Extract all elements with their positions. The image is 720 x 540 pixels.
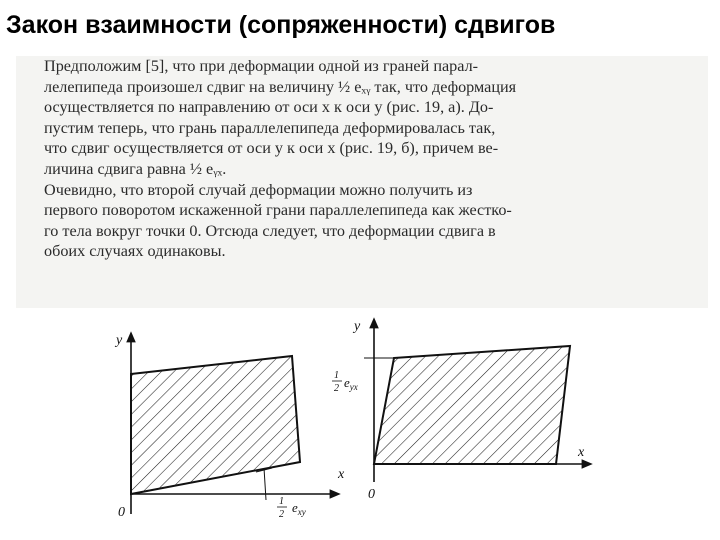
text-line: личина сдвига равна ½ eᵧₓ. xyxy=(44,159,227,178)
scanned-text xyxy=(16,56,708,308)
text-line: пустим теперь, что грань параллелепипеда деформировалась так, xyxy=(44,118,496,137)
fraction-denominator: 2 xyxy=(279,509,284,520)
y-axis-label: y xyxy=(354,319,361,334)
text-line: Очевидно, что второй случай деформации можно получить из xyxy=(44,180,473,199)
text-line: обоих случаях одинаковы. xyxy=(44,242,226,261)
text-line: Предположим [5], что при деформации одной из граней парал- xyxy=(44,57,479,75)
fraction-numerator: 1 xyxy=(279,496,284,507)
sheared-face xyxy=(374,346,570,464)
x-axis-label: x xyxy=(338,467,345,482)
sheared-face xyxy=(131,356,300,494)
figure-b-shear-diagram xyxy=(334,314,600,540)
text-line: осуществляется по направлению от оси x к оси y (рис. 19, а). До- xyxy=(44,98,494,117)
text-line: го тела вокруг точки 0. Отсюда следует, что деформации сдвига в xyxy=(44,221,496,240)
text-line: лелепипеда произошел сдвиг на величину ½ eₓᵧ так, что деформация xyxy=(44,77,517,96)
figure-a-shear-diagram xyxy=(104,314,364,540)
x-axis-label: x xyxy=(578,445,585,460)
y-axis-label: y xyxy=(116,333,123,348)
origin-label: 0 xyxy=(368,487,375,502)
text-line: что сдвиг осуществляется от оси y к оси x (рис. 19, б), причем ве- xyxy=(44,139,499,158)
shear-dimension-line xyxy=(264,468,266,500)
text-line: первого поворотом искаженной грани параллелепипеда как жестко- xyxy=(44,201,512,220)
paragraph-1 xyxy=(16,56,708,180)
fraction-numerator: 1 xyxy=(334,370,339,381)
origin-label: 0 xyxy=(118,505,125,520)
shear-label: $e_{xy}$ xyxy=(292,500,306,517)
paragraph-2 xyxy=(16,180,708,262)
shear-label: $e_{yx}$ xyxy=(344,375,358,392)
fraction-denominator: 2 xyxy=(334,383,339,394)
slide-title: Закон взаимности (сопряженности) сдвигов xyxy=(6,11,556,39)
